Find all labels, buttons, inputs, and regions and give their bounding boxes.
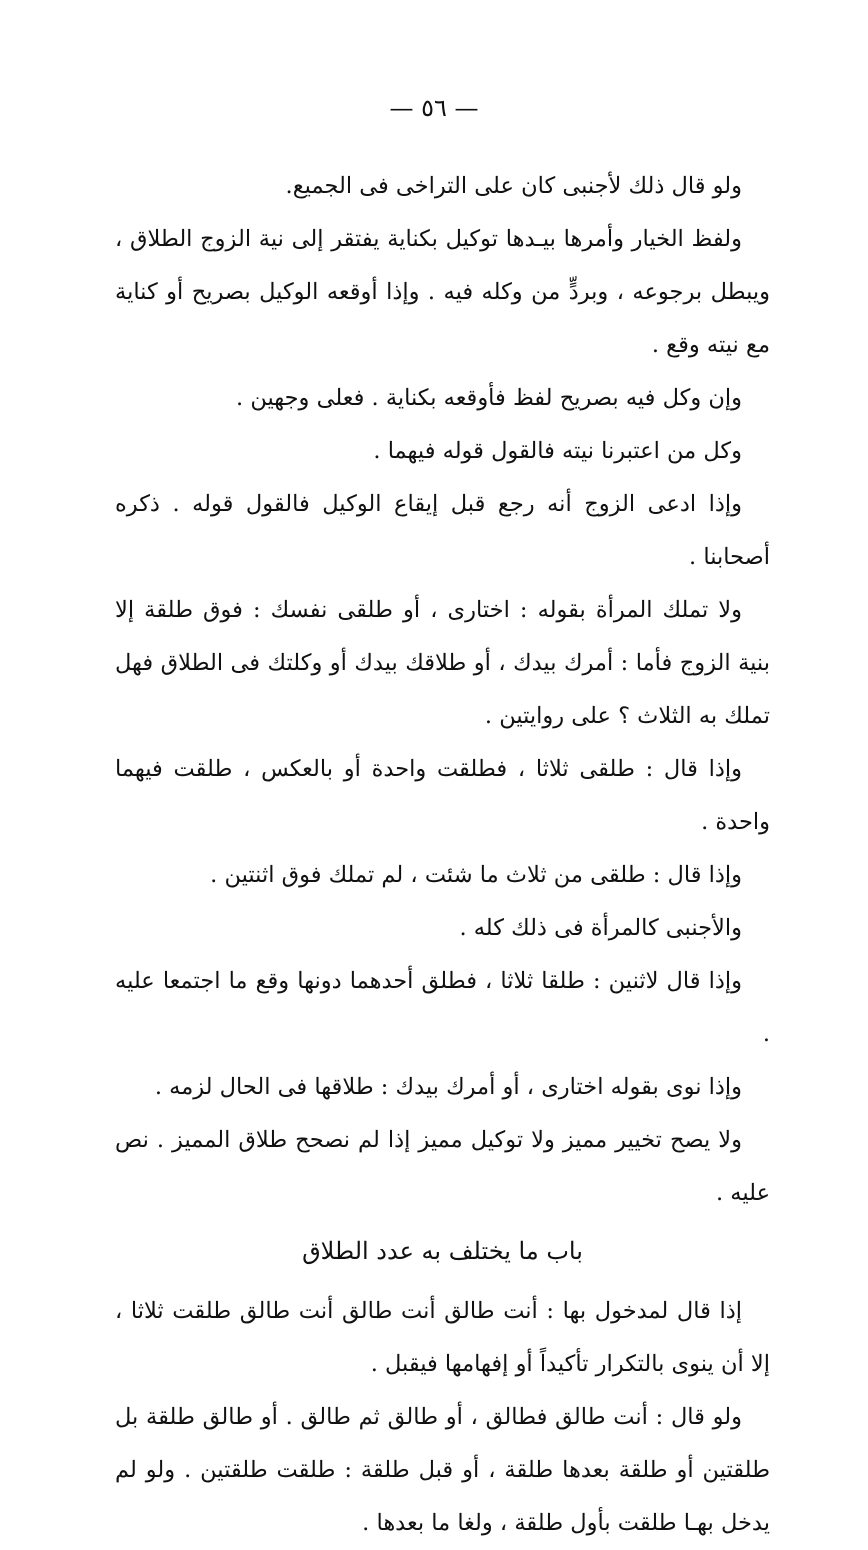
paragraph-6: ولا تملك المرأة بقوله : اختارى ، أو طلقى نفسك : فوق طلقة إلا بنية الزوج فأما : أمرك بيدك ، أو طلاقك بيدك أو وكلتك فى الطلاق فهل تملك به الثلاث ؟ على روايتين . [115,597,770,729]
paragraph-5: وإذا ادعى الزوج أنه رجع قبل إيقاع الوكيل فالقول قوله . ذكره أصحابنا . [115,491,770,570]
paragraph-3: وإن وكل فيه بصريح لفظ فأوقعه بكناية . فعلى وجهين . [236,385,742,411]
paragraph-1: ولو قال ذلك لأجنبى كان على التراخى فى الجميع. [285,173,742,199]
page-number: — ٥٦ — [389,94,479,122]
paragraph-12: ولا يصح تخيير مميز ولا توكيل مميز إذا لم نصحح طلاق المميز . نص عليه . [115,1127,770,1206]
section-heading: باب ما يختلف به عدد الطلاق [302,1237,583,1265]
paragraph-11: وإذا نوى بقوله اختارى ، أو أمرك بيدك : طلاقها فى الحال لزمه . [154,1074,742,1100]
page-body [115,160,770,1550]
paragraph-10: وإذا قال لاثنين : طلقا ثلاثا ، فطلق أحدهما دونها وقع ما اجتمعا عليه . [115,968,770,1047]
paragraph-9: والأجنبى كالمرأة فى ذلك كله . [459,915,742,941]
paragraph-7: وإذا قال : طلقى ثلاثا ، فطلقت واحدة أو بالعكس ، طلقت فيهما واحدة . [115,756,770,835]
paragraph-14: ولو قال : أنت طالق فطالق ، أو طالق ثم طالق . أو طالق طلقة بل طلقتين أو طلقة بعدها طلقة ، أو قبل طلقة : طلقت طلقتين . ولو لم يدخل بهـا طلقت بأول طلقة ، ولغا ما بعدها . [115,1404,770,1536]
paragraph-8: وإذا قال : طلقى من ثلاث ما شئت ، لم تملك فوق اثنتين . [210,862,742,888]
paragraph-4: وكل من اعتبرنا نيته فالقول قوله فيهما . [373,438,742,464]
paragraph-13: إذا قال لمدخول بها : أنت طالق أنت طالق أنت طالق طلقت ثلاثا ، إلا أن ينوى بالتكرار تأكيداً أو إفهامها فيقبل . [115,1298,770,1377]
paragraph-2: ولفظ الخيار وأمرها بيـدها توكيل بكناية يفتقر إلى نية الزوج الطلاق ، ويبطل برجوعه ، وبردٍّ من وكله فيه . وإذا أوقعه الوكيل بصريح أو كناية مع نيته وقع . [115,226,770,358]
